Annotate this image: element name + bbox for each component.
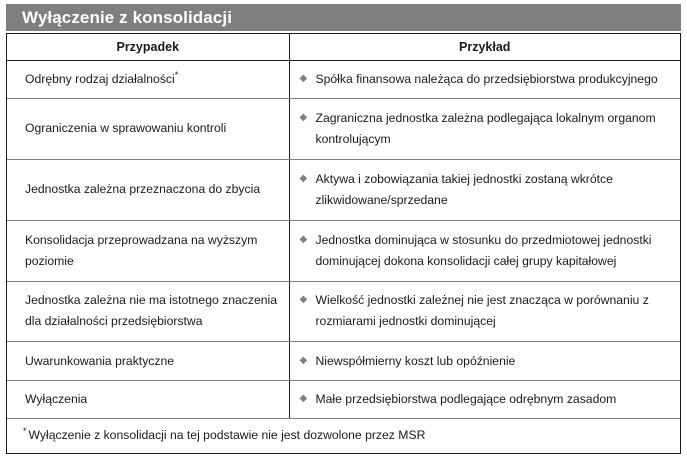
table-row (7, 342, 680, 380)
case-text (25, 118, 279, 139)
cell-case (7, 380, 289, 418)
table-body (7, 60, 680, 453)
cell-example (289, 98, 680, 159)
footnote-cell (7, 419, 680, 453)
case-label: Ograniczenia w sprawowaniu kontroli (25, 121, 227, 136)
bullet-item (300, 351, 673, 372)
example-text: Niewspółmierny koszt lub opóźnienie (315, 353, 516, 368)
footnote-text (23, 426, 670, 446)
diamond-bullet-icon: ◆ (299, 72, 308, 84)
bullet-item (300, 69, 673, 90)
cell-case (7, 281, 289, 342)
example-text: Zagraniczna jednostka zależna podlegająca lokalnym organom kontrolującym (315, 110, 656, 146)
case-text (25, 69, 279, 90)
case-text (25, 179, 279, 200)
table-row (7, 98, 680, 159)
table-container (6, 33, 681, 454)
example-text: Wielkość jednostki zależnej nie jest znacząca w porównaniu z rozmiarami jednostki dominującej (315, 293, 649, 329)
case-label: Wyłączenia (25, 392, 88, 407)
table-row (7, 159, 680, 220)
case-text (25, 290, 279, 332)
cell-case (7, 98, 289, 159)
bullet-item (300, 230, 673, 272)
example-text: Małe przedsiębiorstwa podlegające odrębnym zasadom (315, 392, 617, 407)
footnote-marker-icon: * (23, 426, 27, 437)
diamond-bullet-icon: ◆ (299, 111, 308, 123)
diamond-bullet-icon: ◆ (299, 294, 308, 306)
cell-example (289, 159, 680, 220)
cell-example (289, 220, 680, 281)
cell-case (7, 159, 289, 220)
diamond-bullet-icon: ◆ (299, 354, 308, 366)
table-row (7, 281, 680, 342)
case-text (25, 230, 279, 272)
table-header-row (7, 34, 680, 60)
bullet-item (300, 389, 673, 410)
cell-example (289, 342, 680, 380)
column-header-example: Przykład (289, 34, 680, 60)
example-text: Spółka finansowa należąca do przedsiębiorstwa produkcyjnego (315, 71, 658, 86)
exclusion-table (7, 34, 680, 453)
cell-example (289, 281, 680, 342)
diamond-bullet-icon: ◆ (299, 393, 308, 405)
case-label: Jednostka zależna nie ma istotnego znaczenia dla działalności przedsiębiorstwa (25, 293, 278, 329)
diamond-bullet-icon: ◆ (299, 233, 308, 245)
figure-title-bar (6, 4, 681, 31)
bullet-item (300, 108, 673, 150)
table-row (7, 220, 680, 281)
example-text: Jednostka dominująca w stosunku do przedmiotowej jednostki dominującej dokona konsolidacji całej grupy kapitałowej (315, 232, 652, 268)
cell-case (7, 60, 289, 98)
cell-example (289, 60, 680, 98)
table-row (7, 380, 680, 418)
figure-title: Wyłączenie z konsolidacji (22, 8, 233, 27)
table-head (7, 34, 680, 60)
case-text (25, 389, 279, 410)
cell-example (289, 380, 680, 418)
case-label: Jednostka zależna przeznaczona do zbycia (25, 182, 261, 197)
case-label: Odrębny rodzaj działalności (25, 71, 175, 86)
case-label: Uwarunkowania praktyczne (25, 353, 175, 368)
case-text (25, 351, 279, 372)
example-text: Aktywa i zobowiązania takiej jednostki zostaną wkrótce zlikwidowane/sprzedane (315, 171, 613, 207)
diamond-bullet-icon: ◆ (299, 172, 308, 184)
footnote-marker-icon: * (174, 69, 179, 80)
bullet-item (300, 290, 673, 332)
bullet-item (300, 169, 673, 211)
footnote-body: Wyłączenie z konsolidacji na tej podstawie nie jest dozwolone przez MSR (28, 428, 426, 443)
cell-case (7, 220, 289, 281)
case-label: Konsolidacja przeprowadzana na wyższym poziomie (25, 232, 258, 268)
footnote-row (7, 419, 680, 453)
table-row (7, 60, 680, 98)
cell-case (7, 342, 289, 380)
column-header-case: Przypadek (7, 34, 289, 60)
